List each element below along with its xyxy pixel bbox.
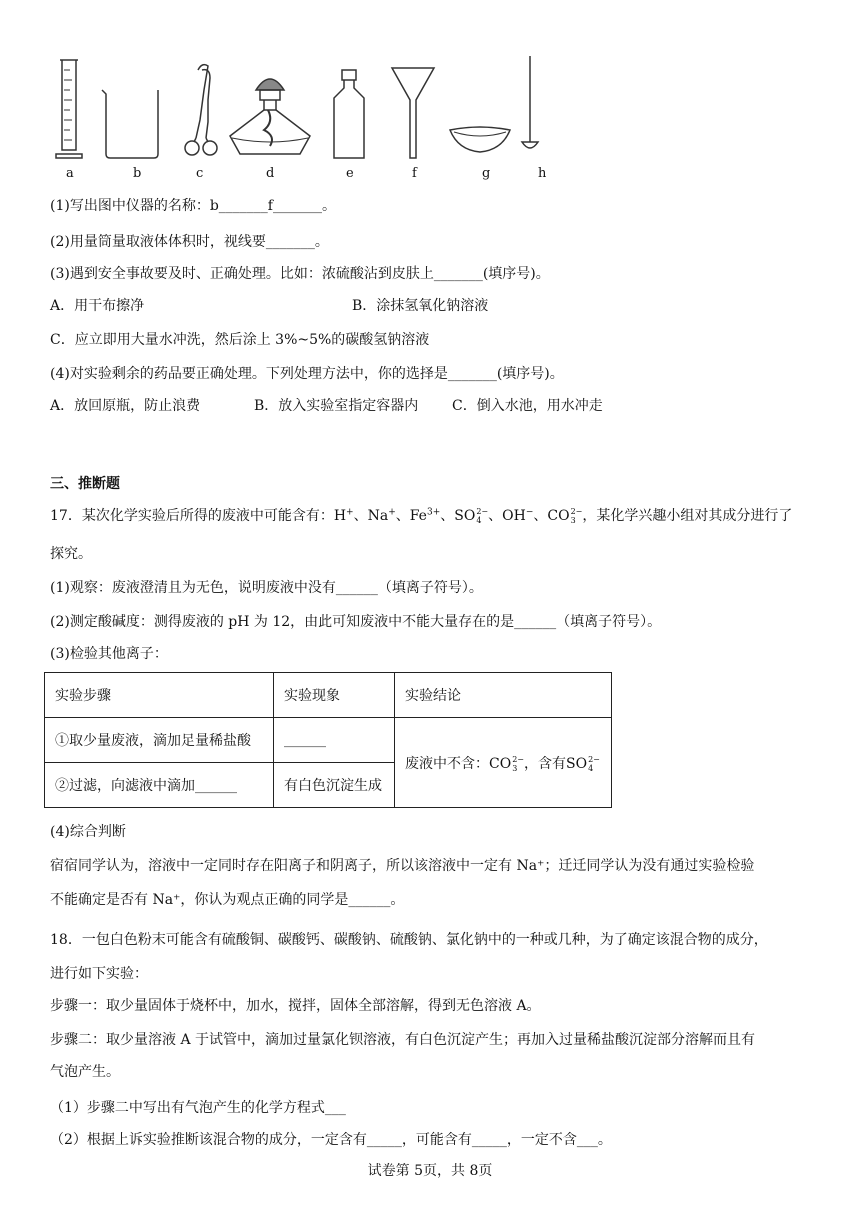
label-f: f [412,166,417,181]
alcohol-lamp [230,79,310,154]
q17-p4-line2: 不能确定是否有 Na⁺，你认为观点正确的同学是______。 [50,892,405,908]
q18-step2-line2: 气泡产生。 [50,1064,120,1080]
phenomenon-1: ______ [274,718,395,763]
q18-line1: 18．一包白色粉末可能含有硫酸铜、碳酸钙、碳酸钠、硫酸钠、氯化钠中的一种或几种，为了确定该混合物的成分， [50,932,768,948]
header-step: 实验步骤 [45,673,274,718]
q16-p3-option-c: C．应立即用大量水冲洗，然后涂上 3%~5%的碳酸氢钠溶液 [50,332,430,348]
q16-part4: (4)对实验剩余的药品要正确处理。下列处理方法中，你的选择是_______(填序号)。 [50,366,564,382]
section-title: 三、推断题 [50,476,120,492]
combustion-spoon [522,56,538,148]
q18-part2: （2）根据上诉实验推断该混合物的成分，一定含有_____，可能含有_____，一定不含___。 [50,1132,612,1148]
table-row [45,718,612,763]
label-h: h [538,166,547,181]
q16-p3-option-a: A．用干布擦净 [50,298,145,314]
q17-part1: (1)观察：废液澄清且为无色，说明废液中没有______（填离子符号）。 [50,580,483,596]
q16-p4-option-a: A．放回原瓶，防止浪费 [50,398,201,414]
experiment-table [44,672,612,808]
q16-p4-option-b: B．放入实验室指定容器内 [254,398,419,414]
q17-part3: (3)检验其他离子： [50,646,168,662]
evaporating-dish [450,127,510,152]
apparatus-figure [50,50,570,165]
label-e: e [346,166,354,181]
q17-intro: 17．某次化学实验后所得的废液中可能含有：H+、Na+、$Fe^{3+}$、SO 2− 4 、OH−、CO 2− 3 ，某化学兴趣小组对其成分进行了 [50,507,793,525]
label-g: g [482,166,491,181]
q18-line2: 进行如下实验： [50,966,148,982]
q17-p4-line1: 宿宿同学认为，溶液中一定同时存在阳离子和阴离子，所以该溶液中一定有 Na⁺；迁迁同学认为没有通过实验检验 [50,858,755,874]
label-a: a [66,166,74,181]
label-d: d [266,166,275,181]
q17-part4: (4)综合判断 [50,824,126,840]
phenomenon-2: 有白色沉淀生成 [274,763,395,808]
q18-step2-line1: 步骤二：取少量溶液 A 于试管中，滴加过量氯化钡溶液，有白色沉淀产生；再加入过量稀盐酸沉淀部分溶解而且有 [50,1032,756,1048]
q17-part2: (2)测定酸碱度：测得废液的 pH 为 12，由此可知废液中不能大量存在的是______（填离子符号）。 [50,614,662,630]
conclusion-cell: 废液中不含：CO 2− 3 ，含有SO 2− 4 [395,718,612,808]
q17-intro-line2: 探究。 [50,546,92,562]
label-c: c [196,166,204,181]
table-header-row [45,673,612,718]
graduated-cylinder [56,60,82,158]
label-b: b [133,166,142,181]
step-2: ②过滤，向滤液中滴加______ [45,763,274,808]
q16-part1: (1)写出图中仪器的名称：b_______f_______。 [50,198,336,214]
header-phenomenon: 实验现象 [274,673,395,718]
q16-part2: (2)用量筒量取液体体积时，视线要_______。 [50,234,329,250]
q16-part3: (3)遇到安全事故要及时、正确处理。比如：浓硫酸沾到皮肤上_______(填序号)。 [50,266,550,282]
q16-p3-option-b: B．涂抹氢氧化钠溶液 [352,298,489,314]
crucible-tongs [185,65,217,155]
reagent-bottle [334,70,364,158]
q16-p4-option-c: C．倒入水池，用水冲走 [452,398,603,414]
beaker [102,90,158,158]
q18-part1: （1）步骤二中写出有气泡产生的化学方程式___ [50,1100,346,1116]
funnel [392,68,434,158]
header-conclusion: 实验结论 [395,673,612,718]
page-footer: 试卷第 5页，共 8页 [367,1163,493,1179]
step-1: ①取少量废液，滴加足量稀盐酸 [45,718,274,763]
q18-step1: 步骤一：取少量固体于烧杯中，加水，搅拌，固体全部溶解，得到无色溶液 A。 [50,998,541,1014]
